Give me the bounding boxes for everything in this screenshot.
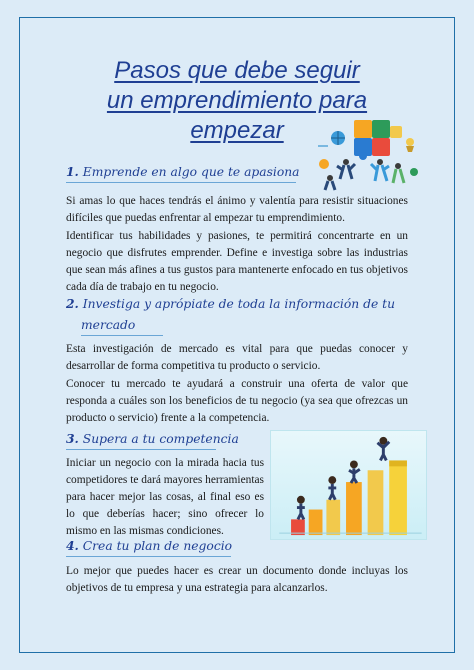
section-4-paragraph-1: Lo mejor que puedes hacer es crear un documento donde incluyas los objetivos de tu empresa y una estrategia para alcanzarlos. [66, 565, 408, 594]
section-3-heading-text: Supera a tu competencia [82, 432, 239, 446]
section-1-paragraph-2: Identificar tus habilidades y pasiones, te permitirá concentrarte en un negocio que disfrutes emprender. Define e investiga sobre las industrias que sean más afines a tus gustos para mantenerte enfocado en tus objetivos cada día de trabajo en tu negocio. [66, 230, 408, 293]
section-2-paragraph-1: Esta investigación de mercado es vital para que puedas conocer y desarrollar de forma competitiva tu producto o servicio. [66, 343, 408, 372]
competition-growth-bars-illustration [270, 430, 427, 540]
title-line-3: empezar [190, 117, 284, 144]
section-4-number: 4. [66, 538, 79, 553]
section-2-heading [66, 296, 411, 314]
section-2-number: 2. [66, 296, 79, 311]
section-3-heading [66, 431, 239, 450]
section-2-paragraph-2: Conocer tu mercado te ayudará a construir una oferta de valor que responda a cuáles son los beneficios de tu negocio (ya sea que ofrezcas un producto o servicio) frente a la competencia. [66, 378, 408, 424]
section-2-heading-line-2: mercado [81, 318, 163, 336]
section-3-number: 3. [66, 431, 79, 446]
section-1-paragraph-1: Si amas lo que haces tendrás el ánimo y valentía para resistir situaciones difíciles que puedas enfrentar al empezar tu emprendimiento. [66, 195, 408, 224]
section-2-heading-line-1: Investiga y aprópiate de toda la información de tu [82, 297, 396, 311]
section-1-number: 1. [66, 164, 79, 179]
title-line-1: Pasos que debe seguir [114, 57, 360, 84]
section-3-paragraph-1: Iniciar un negocio con la mirada hacia tus competidores te dará mayores herramientas para hacer mejor las cosas, al final eso es lo que deberías hacer; sino ofrecer lo mismo en las mismas condiciones. [66, 457, 264, 537]
section-1-heading-text: Emprende en algo que te apasiona [82, 165, 300, 179]
puzzle-teamwork-illustration [310, 116, 422, 192]
section-4-heading-text: Crea tu plan de negocio [82, 539, 233, 553]
section-4-heading [66, 538, 231, 557]
section-1-heading [66, 164, 300, 183]
title-line-2: un emprendimiento para [106, 87, 368, 114]
